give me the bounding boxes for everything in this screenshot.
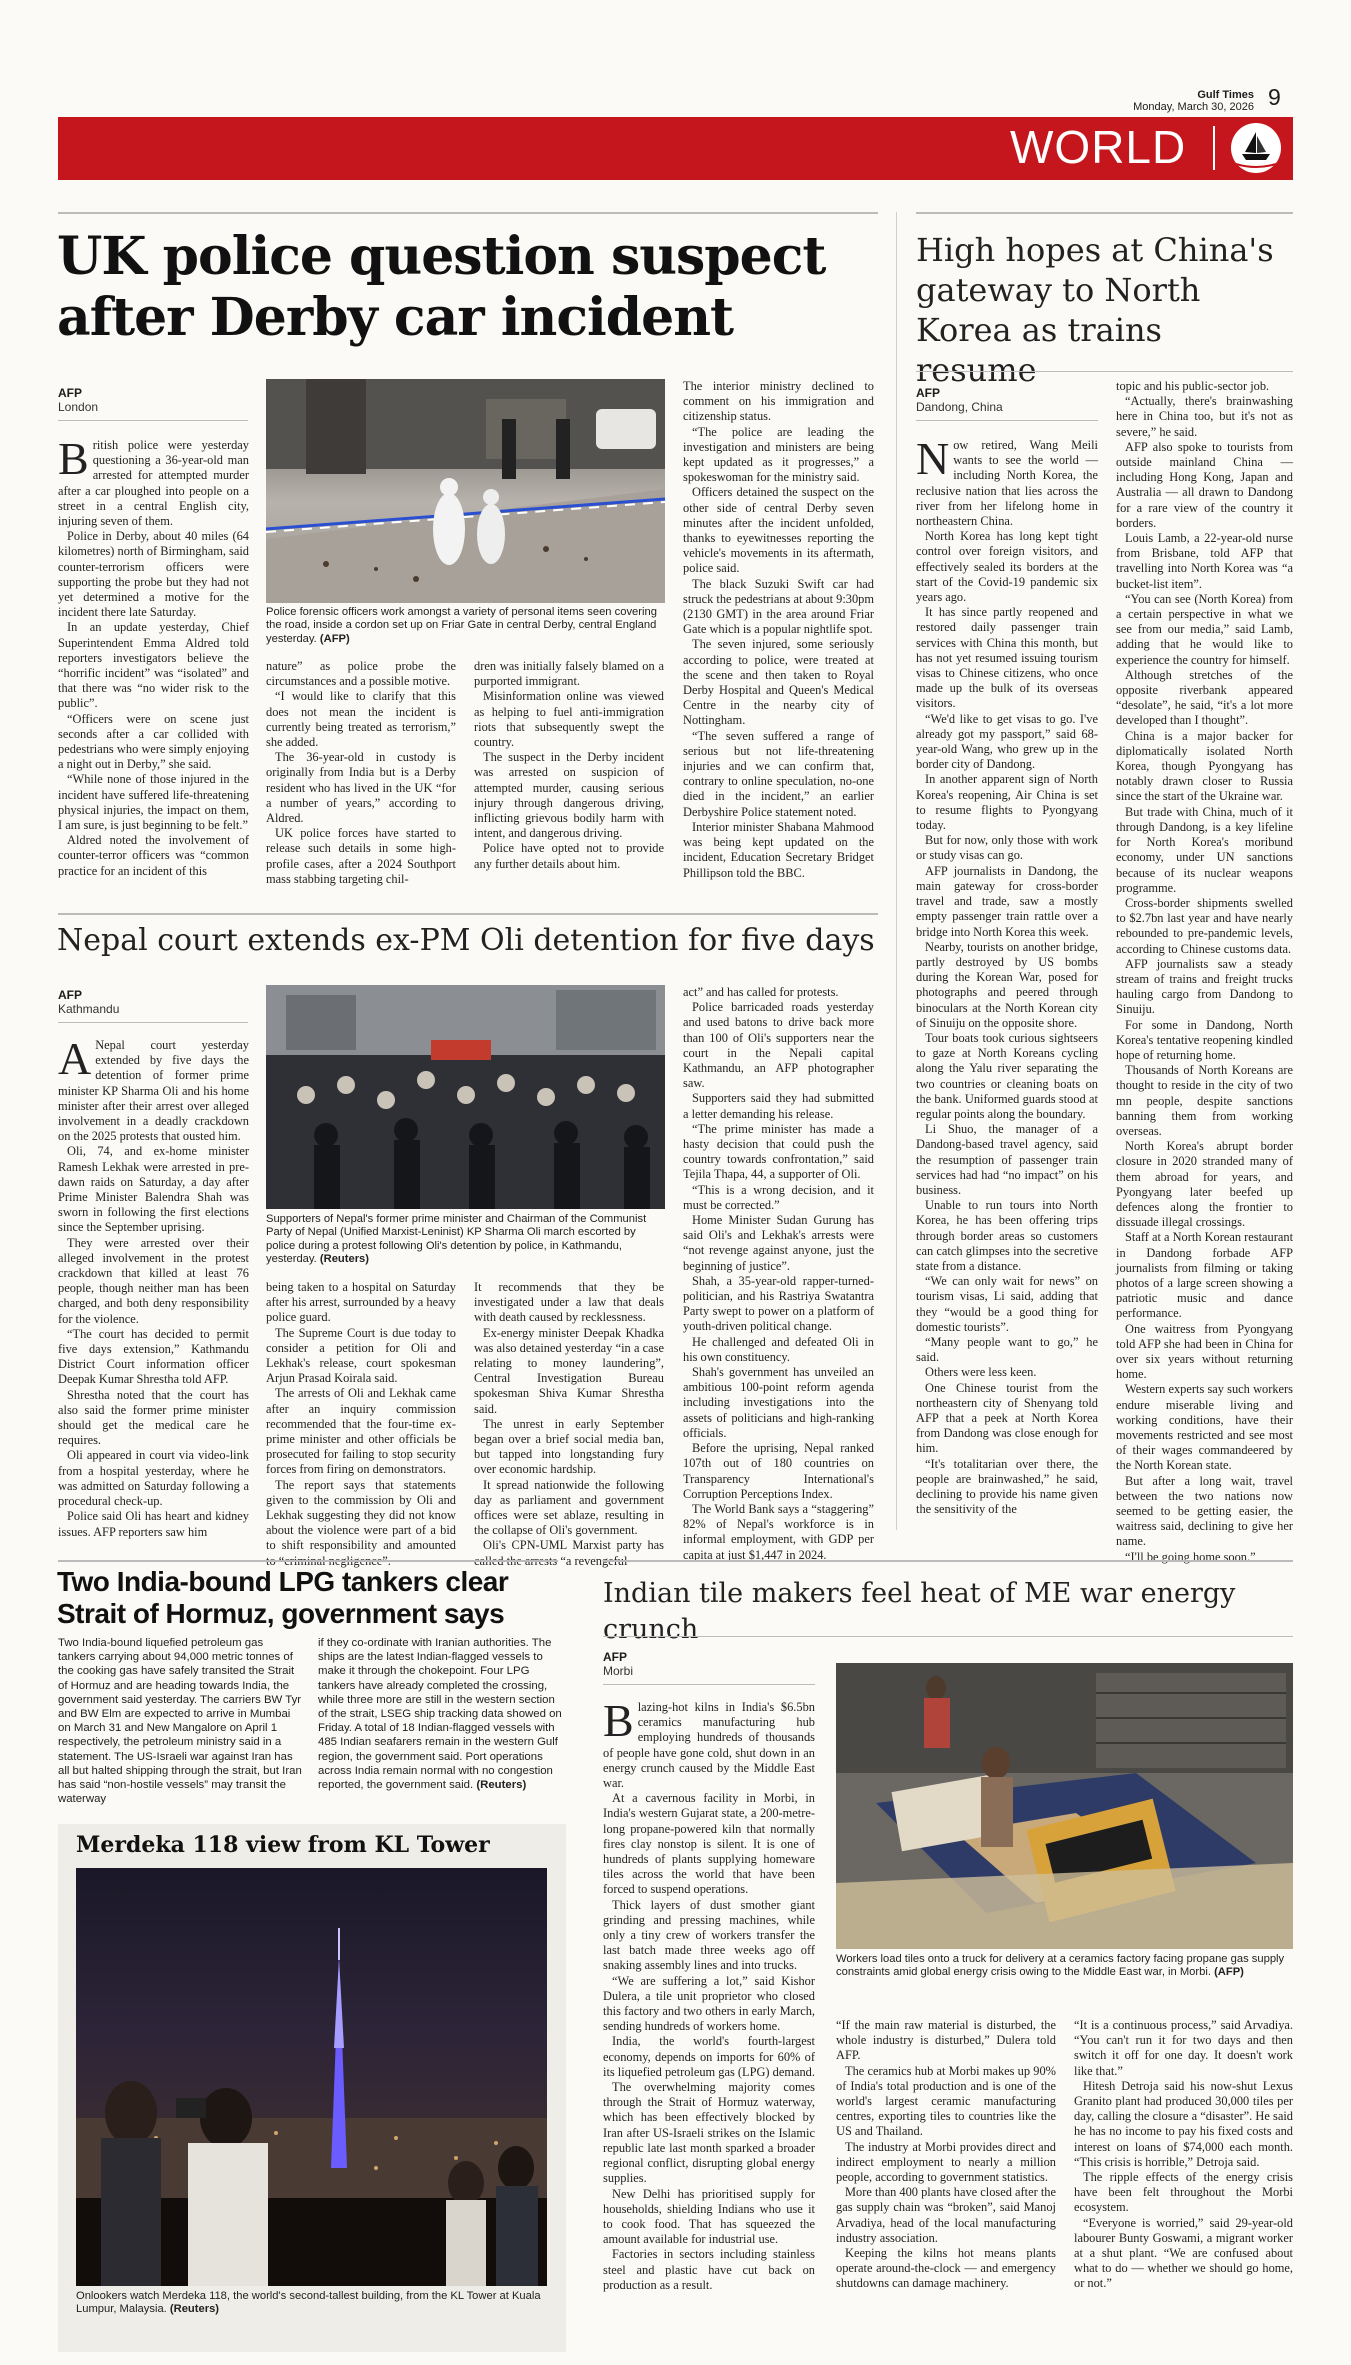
paragraph: Shah, a 35-year-old rapper-turned-politician, and his Rastriya Swatantra Party swept to power on a platform of youth-driven political change. — [683, 1273, 874, 1334]
paragraph: “The court has decided to permit five days extension,” Kathmandu District Court information officer Deepak Kumar Shrestha told AFP. — [58, 1326, 249, 1387]
paragraph: For some in Dandong, North Korea's tentative reopening kindled hope of returning home. — [1116, 1017, 1293, 1062]
paragraph: China is a major backer for diplomatically isolated North Korea, though Pyongyang has notably drawn closer to Russia since the start of the Ukraine war. — [1116, 728, 1293, 804]
paragraph: “You can see (North Korea) from a certain perspective in what we see from our media,” said Lamb, adding that he would like to experience the country for himself. — [1116, 591, 1293, 667]
paragraph: Although stretches of the opposite riverbank appeared “desolate”, he said, “it's a lot more developed than I thought”. — [1116, 667, 1293, 728]
paragraph: dren was initially falsely blamed on a purported immigrant. — [474, 659, 664, 689]
paragraph: New Delhi has prioritised supply for households, shielding Indians who use it to cook food. That has squeezed the amount available for industrial use. — [603, 2186, 815, 2247]
paragraph: “This is a wrong decision, and it must be corrected.” — [683, 1182, 874, 1212]
masthead-paper: Gulf Times — [1197, 89, 1254, 101]
tiles-caption — [836, 1953, 1293, 1980]
nepal-column-1 — [58, 1033, 249, 1566]
paragraph: topic and his public-sector job. — [1116, 379, 1270, 393]
paragraph: if they co-ordinate with Iranian authorities. The ships are the latest Indian-flagged vessels to make it through the chokepoint. Four LPG tankers have already completed the crossing, while three more are still in the western section of the strait, LSEG ship tracking data showed on Friday. A total of 18 Indian-flagged vessels with 485 Indian seafarers remain in the western Gulf region, the government said. Port operations across India remain normal with no congestion reported, the government said. — [318, 1637, 562, 1792]
china-lead: ow retired, Wang Meili wants to see the world — including North Korea, the reclusive nation that lies across the river from her lifelong home in northeastern China. — [916, 438, 1098, 529]
paragraph: The ceramics hub at Morbi makes up 90% of India's total production and is one of the world's largest ceramic manufacturing centres, exporting tiles to countries like the US and Thailand. — [836, 2063, 1056, 2139]
ship-logo-icon — [1228, 120, 1284, 176]
paragraph: “I'll be going home soon.” — [1125, 1549, 1256, 1564]
paragraph: In another apparent sign of North Korea's reopening, Air China is set to resume flights to Pyongyang today. — [916, 772, 1098, 833]
paragraph: North Korea has long kept tight control over foreign visitors, and effectively sealed its borders at the start of the Covid-19 pandemic six years ago. — [916, 529, 1098, 605]
paragraph: AFP journalists in Dandong, the main gateway for cross-border travel and trade, saw a mostly empty passenger train rattle over a bridge into North Korea this week. — [916, 863, 1098, 939]
paragraph: Two India-bound liquefied petroleum gas tankers carrying about 94,000 metric tonnes of the cooking gas have safely transited the Strait of Hormuz and are heading towards India, the government said yesterday. The carriers BW Tyr and BW Elm are expected to arrive in Mumbai on March 31 and New Mangalore on April 1 respectively, the petroleum ministry said in a statement. The US-Israeli war against Iran has all but halted shipping through the strait, but Iran has said “non-hostile vessels” may transit the waterway — [58, 1637, 302, 1806]
paragraph: “It is a continuous process,” said Arvadiya. “You can't run it for two days and then switch it off for one day. It doesn't work like that.” — [1074, 2018, 1293, 2078]
paragraph: “Actually, there's brainwashing here in China too, but it's not as severe,” he said. — [1116, 394, 1293, 439]
paragraph: Thousands of North Koreans are thought to reside in the city of two mn people, despite sanctions banning them from working overseas. — [1116, 1063, 1293, 1138]
paragraph: More than 400 plants have closed after the gas supply chain was “broken”, said Manoj Arvadiya, head of the local manufacturing industry association. — [836, 2185, 1056, 2245]
paragraph: The World Bank says a “staggering” 82% of Nepal's workforce is in informal employment, with GDP per capita at just $1,447 in 2024. — [683, 1501, 874, 1562]
tiles-agency: AFP — [603, 1650, 627, 1664]
derby-column-1 — [58, 433, 249, 938]
derby-agency: AFP — [58, 386, 82, 400]
paragraph: The overwhelming majority comes through the Strait of Hormuz waterway, which has been effectively blocked by Iran after US-Israeli strikes on the Islamic republic late last month sparked a broader regional conflict, disrupting global energy supplies. — [603, 2080, 815, 2186]
paragraph: The arrests of Oli and Lekhak came after an inquiry commission recommended that the four-time ex-prime minister and other officials be prosecuted for failing to stop security forces from firing on demonstrators. — [266, 1386, 456, 1477]
caption-credit: (AFP) — [319, 632, 350, 645]
paragraph: nature” as police probe the circumstances and a possible motive. — [266, 659, 456, 689]
paragraph: Staff at a North Korean restaurant in Dandong forbade AFP journalists from filming or taking photos of a large screen showing a patriotic music and dance performance. — [1116, 1230, 1294, 1321]
nepal-agency: AFP — [58, 988, 82, 1002]
paragraph: The report says that statements given to the commission by Oli and Lekhak suggesting they did not know about the violence were part of a bid to shift responsibility and amounted to “criminal negligence”. — [266, 1477, 456, 1568]
paragraph: “While none of those injured in the incident have suffered life-threatening physical injuries, the impact on them, I am sure, is just beginning to be felt.” — [58, 772, 249, 833]
paragraph: Keeping the kilns hot means plants operate around-the-clock — and emergency shutdowns can damage machinery. — [836, 2246, 1056, 2291]
paragraph: Misinformation online was viewed as helping to fuel anti-immigration riots that subsequently swept the country. — [474, 689, 664, 750]
paragraph: being taken to a hospital on Saturday after his arrest, surrounded by a heavy police guard. — [266, 1280, 456, 1325]
nepal-dropcap: A — [58, 1033, 92, 1084]
tiles-headline: Indian tile makers feel heat of ME war energy crunch — [603, 1578, 1236, 1645]
tiles-photo — [836, 1663, 1293, 1949]
paragraph: The Supreme Court is due today to consider a petition for Oli and Lekhak's release, court spokesman Arjun Prasad Koirala said. — [266, 1325, 456, 1386]
paragraph: But after a long wait, travel between the two nations now seemed to be getting easier, the waitress said, declining to give her name. — [1116, 1473, 1293, 1549]
china-dateline: Dandong, China — [916, 400, 1003, 414]
paragraph: Factories in sectors including stainless steel and plastic have cut back on production as a result. — [603, 2247, 815, 2292]
paragraph: Before the uprising, Nepal ranked 107th out of 180 countries on Transparency International's Corruption Perceptions Index. — [683, 1441, 874, 1501]
paragraph: Others were less keen. — [925, 1365, 1037, 1380]
paragraph: Officers detained the suspect on the other side of central Derby seven minutes after the incident unfolded, thanks to eyewitnesses reporting the vehicle's movements in its aftermath, police said. — [683, 485, 874, 576]
section-title: WORLD — [1010, 121, 1187, 173]
paragraph: They were arrested over their alleged involvement in the protest crackdown that killed at least 76 people, though neither man has been charged, and both deny responsibility for the violence. — [58, 1235, 249, 1326]
paragraph: The unrest in early September began over a brief social media ban, but tapped into longstanding fury over economic hardship. — [474, 1416, 664, 1477]
paragraph: In an update yesterday, Chief Superintendent Emma Aldred told reporters investigators believe the “horrific incident” was “isolated” and that there was “no wider risk to the public”. — [58, 620, 249, 711]
paragraph: “We'd like to get visas to go. I've already got my passport,” said 68-year-old Wang, who grew up in the border city of Dandong. — [916, 711, 1098, 772]
caption-credit: (Reuters) — [319, 1253, 369, 1266]
caption-credit: (Reuters) — [169, 2303, 220, 2316]
paragraph: Oli, 74, and ex-home minister Ramesh Lekhak were arrested in pre-dawn raids on Saturday, a day after Prime Minister Balendra Shah was sworn in following the first elections since the September uprising. — [58, 1144, 249, 1235]
paragraph: India, the world's fourth-largest economy, depends on imports for 60% of its liquefied petroleum gas (LPG) demand. — [603, 2034, 815, 2079]
paragraph: Louis Lamb, a 22-year-old nurse from Brisbane, told AFP that travelling into North Korea was “a bucket-list item”. — [1116, 531, 1293, 591]
paragraph: Police said Oli has heart and kidney issues. AFP reporters saw him — [58, 1509, 249, 1539]
nepal-photo — [266, 985, 665, 1209]
paragraph: “The prime minister has made a hasty decision that could push the country towards confrontation,” said Tejila Thapa, 44, a supporter of Oli. — [683, 1121, 874, 1182]
china-byline — [916, 386, 1098, 414]
paragraph: “If the main raw material is disturbed, the whole industry is disturbed,” Dulera told AFP. — [836, 2018, 1056, 2063]
paragraph: The seven injured, some seriously according to police, were treated at the scene and then taken to Royal Derby Hospital and Queen's Medical Centre in the nearby city of Nottingham. — [683, 637, 874, 728]
paragraph: Aldred noted the involvement of counter-terror officers was “common practice for an incident of this — [58, 833, 249, 878]
china-headline: High hopes at China's gateway to North Korea as trains resume — [916, 231, 1274, 389]
china-agency: AFP — [916, 386, 940, 400]
paragraph: Shah's government has unveiled an ambitious 100-point reform agenda including investigations into the assets of politicians and high-ranking officials. — [683, 1365, 874, 1440]
nepal-caption — [266, 1213, 665, 1267]
nepal-column-3 — [474, 1280, 664, 1566]
paragraph: The interior ministry declined to comment on his immigration and citizenship status. — [683, 379, 874, 424]
masthead-date: Monday, March 30, 2026 — [1133, 101, 1254, 113]
paragraph: “The seven suffered a range of serious but not life-threatening injuries and we can confirm that, contrary to online speculation, no-one died in the incident,” an earlier Derbyshire Police statement noted. — [683, 728, 874, 819]
caption-text: Supporters of Nepal's former prime minister and Chairman of the Communist Party of Nepal (Unified Marxist-Leninist) KP Sharma Oli march escorted by police during a protest following Oli's detention by police, in Kathmandu, yesterday. — [266, 1213, 647, 1266]
paragraph: UK police forces have started to release such details in some high-profile cases, after a 2024 Southport mass stabbing targeting chil- — [266, 826, 456, 886]
china-column-2 — [1116, 379, 1294, 1564]
derby-dateline: London — [58, 400, 99, 414]
nepal-headline: Nepal court extends ex-PM Oli detention for five days — [57, 923, 875, 958]
paragraph: It has since partly reopened and restored daily passenger train services with China this month, but has not yet resumed issuing tourism visas to Chinese citizens, who once made up the bulk of its overseas visitors. — [916, 605, 1098, 711]
paragraph: “We are suffering a lot,” said Kishor Dulera, a tile unit proprietor who closed this factory and two others in early March, sending hundreds of workers home. — [603, 1973, 815, 2034]
derby-byline — [58, 386, 248, 414]
derby-photo — [266, 379, 665, 603]
paragraph: But trade with China, much of it through Dandong, is a key lifeline for North Korea's moribund economy, under UN sanctions because of its nuclear weapons programme. — [1116, 804, 1293, 895]
tiles-column-3 — [1074, 2018, 1293, 2330]
lpg-column-1 — [58, 1636, 302, 1808]
paragraph: Home Minister Sudan Gurung has said Oli's and Lekhak's arrests were “not revenge against anyone, just the beginning of justice”. — [683, 1213, 874, 1273]
paragraph: He challenged and defeated Oli in his own constituency. — [683, 1334, 874, 1364]
merdeka-photo — [76, 1868, 547, 2286]
nepal-lead: Nepal court yesterday extended by five days the detention of former prime minister KP Sharma Oli and his home minister after their arrest over alleged involvement in a deadly crackdown on the 2025 protests that ousted him. — [58, 1038, 249, 1144]
paragraph: But for now, only those with work or study visas can go. — [916, 833, 1098, 863]
derby-column-3 — [474, 659, 664, 939]
merdeka-title: Merdeka 118 view from KL Tower — [76, 1832, 490, 1858]
derby-column-4 — [683, 379, 874, 939]
paragraph: Thick layers of dust smother giant grinding and pressing machines, while only a tiny crew of workers transfer the last batch made three weeks ago off snaking assembly lines and into trucks. — [603, 1897, 815, 1973]
paragraph: Hitesh Detroja said his now-shut Lexus Granito plant had produced 30,000 tiles per day, calling the closure a “disaster”. He said he has no income to pay his fixed costs and interest on loans of $74,000 each month. “This crisis is horrible,” Detroja said. — [1074, 2078, 1293, 2169]
paragraph: “Everyone is worried,” said 29-year-old labourer Bunty Goswami, a migrant worker at a shut plant. “We are confused about what to do — whether we should go home, or not.” — [1074, 2215, 1293, 2291]
paragraph: Supporters said they had submitted a letter demanding his release. — [683, 1091, 874, 1121]
paragraph: “It's totalitarian over there, the people are brainwashed,” he said, declining to provide his name given the sensitivity of the — [916, 1456, 1098, 1517]
china-column-1 — [916, 433, 1098, 1530]
paragraph: One waitress from Pyongyang told AFP she had been in China for over six years without returning home. — [1116, 1321, 1293, 1382]
top-rule — [58, 212, 878, 214]
paragraph: Oli's CPN-UML Marxist party has called the arrests “a revengeful — [474, 1538, 664, 1568]
paragraph: Shrestha noted that the court has also said the former prime minister should get the medical care he requires. — [58, 1387, 249, 1448]
paragraph: It spread nationwide the following day as parliament and government offices were set ablaze, resulting in the collapse of Oli's government. — [474, 1477, 664, 1538]
paragraph: “Officers were on scene just seconds after a car collided with pedestrians who were simply enjoying a night out in Derby,” she said. — [58, 711, 249, 772]
nepal-column-4 — [683, 985, 874, 1566]
paragraph: Police in Derby, about 40 miles (64 kilometres) north of Birmingham, said counter-terrorism officers were supporting the probe but they had not yet determined a motive for the incident there late Saturday. — [58, 529, 249, 620]
paragraph: The suspect in the Derby incident was arrested on suspicion of attempted murder, causing serious injury through dangerous driving, inflicting grievous bodily harm with intent, and dangerous driving. — [474, 750, 664, 841]
paragraph: AFP also spoke to tourists from outside mainland China — including Hong Kong, Japan and Australia — all drawn to Dandong for a rare view of the country it borders. — [1116, 439, 1293, 530]
paragraph: Police have opted not to provide any further details about him. — [474, 841, 664, 871]
paragraph: “We can only wait for news” on tourism visas, Li said, adding that they “would be a good thing for domestic tourists”. — [916, 1274, 1098, 1334]
nepal-byline — [58, 988, 248, 1016]
caption-text: Workers load tiles onto a truck for delivery at a ceramics factory facing propane gas supply constraints amid global energy crisis owing to the Middle East war, in Morbi. — [836, 1953, 1285, 1979]
derby-column-2 — [266, 659, 456, 939]
caption-credit: (AFP) — [1214, 1966, 1244, 1979]
paragraph: Tour boats took curious sightseers to gaze at North Koreans cycling along the Yalu river separating the two countries or cleaning boats on the bank. Uniformed guards stood at regular points along the boundary. — [916, 1030, 1098, 1121]
paragraph: Unable to run tours into North Korea, he has been offering trips through border areas so customers can catch glimpses into the secretive state from a distance. — [916, 1198, 1098, 1273]
paragraph: act” and has called for protests. — [683, 985, 839, 999]
paragraph: The black Suzuki Swift car had struck the pedestrians at about 9:30pm (2130 GMT) in the area around Friar Gate which is a popular nightlife spot. — [683, 576, 874, 637]
tiles-dropcap: B — [603, 1695, 634, 1746]
paragraph: The ripple effects of the energy crisis have been felt throughout the Morbi ecosystem. — [1074, 2170, 1293, 2215]
paragraph: AFP journalists saw a steady stream of trains and freight trucks hauling cargo from Dandong to Sinuiju. — [1116, 956, 1293, 1017]
lpg-column-2 — [318, 1636, 564, 1808]
page-number: 9 — [1268, 84, 1281, 110]
paragraph: Nearby, tourists on another bridge, partly destroyed by US bombs during the Korean War, posed for photographs and peered through binoculars at the North Korean city of Sinuiju on the opposite shore. — [916, 939, 1098, 1030]
tiles-lead: lazing-hot kilns in India's $6.5bn ceramics manufacturing hub employing hundreds of thousands of people have gone cold, shut down in an energy crunch caused by the Middle East war. — [603, 1700, 815, 1791]
paragraph: “I would like to clarify that this does not mean the incident is currently being treated as terrorism,” she added. — [266, 689, 456, 750]
paragraph: It recommends that they be investigated under a law that deals with death caused by recklessness. — [474, 1280, 664, 1325]
tiles-column-2 — [836, 2018, 1056, 2330]
paragraph: One Chinese tourist from the northeastern city of Shenyang told AFP that a peek at North Korea from Dandong was close enough for him. — [916, 1380, 1098, 1456]
paragraph: Li Shuo, the manager of a Dandong-based travel agency, said the resumption of passenger train services had had “no impact” on his business. — [916, 1122, 1098, 1197]
paragraph: Ex-energy minister Deepak Khadka was also detained yesterday “in a case relating to money laundering”, Central Investigation Bureau spokesman Shiva Kumar Shrestha said. — [474, 1325, 664, 1416]
nepal-column-2 — [266, 1280, 456, 1566]
caption-text: Onlookers watch Merdeka 118, the world's second-tallest building, from the KL Tower at Kuala Lumpur, Malaysia. — [76, 2290, 541, 2316]
nepal-dateline: Kathmandu — [58, 1002, 120, 1016]
paragraph: “The police are leading the investigation and ministers are being kept updated as it progresses,” a spokeswoman for the ministry said. — [683, 424, 874, 485]
tiles-dateline: Morbi — [603, 1664, 634, 1678]
banner-divider — [1213, 126, 1215, 170]
paragraph: At a cavernous facility in Morbi, in India's western Gujarat state, a 200-metre-long propane-powered kiln that normally fires clay nonstop is silent. It is one of hundreds of plants supplying homeware tiles across the world that have been forced to suspend operations. — [603, 1791, 815, 1897]
caption-text: Police forensic officers work amongst a variety of personal items seen covering the road, inside a cordon set up on Friar Gate in central Derby, central England yesterday. — [266, 606, 657, 645]
china-dropcap: N — [916, 433, 950, 484]
paragraph: Police barricaded roads yesterday and used batons to drive back more than 100 of Oli's supporters near the court in the Nepali capital Kathmandu, an AFP photographer saw. — [683, 1000, 874, 1091]
derby-headline: UK police question suspect after Derby car incident — [57, 226, 826, 348]
lpg-headline: Two India-bound LPG tankers clear Strait of Hormuz, government says — [57, 1566, 509, 1629]
derby-lead: ritish police were yesterday questioning a 36-year-old man arrested for attempted murder after a car ploughed into people on a street in a central English city, injuring seven of them. — [58, 438, 249, 529]
paragraph: “Many people want to go,” he said. — [916, 1334, 1098, 1365]
tiles-byline — [603, 1650, 815, 1678]
paragraph: The industry at Morbi provides direct and indirect employment to nearly a million people, according to government statistics. — [836, 2139, 1056, 2185]
paragraph: Interior minister Shabana Mahmood was being kept updated on the incident, Education Secretary Bridget Phillipson told the BBC. — [683, 819, 874, 880]
tiles-column-1 — [603, 1695, 815, 2330]
paragraph: North Korea's abrupt border closure in 2020 stranded many of them abroad for years, and Pyongyang later beefed up defences along the frontier to dissuade illegal crossings. — [1116, 1139, 1293, 1230]
paragraph: Western experts say such workers endure miserable living and working conditions, have their movements restricted and see most of their wages commandeered by the North Korean state. — [1116, 1382, 1293, 1473]
paragraph: The 36-year-old in custody is originally from India but is a Derby resident who has lived in the UK “for a number of years,” according to Aldred. — [266, 750, 456, 826]
lpg-credit: (Reuters) — [476, 1779, 527, 1792]
derby-caption — [266, 606, 665, 646]
paragraph: Oli appeared in court via video-link from a hospital yesterday, where he was admitted on Saturday following a procedural check-up. — [58, 1448, 249, 1509]
derby-dropcap: B — [58, 433, 89, 484]
paragraph: Cross-border shipments swelled to $2.7bn last year and have nearly rebounded to pre-pandemic levels, according to Chinese customs data. — [1116, 895, 1293, 956]
merdeka-caption — [76, 2290, 547, 2317]
